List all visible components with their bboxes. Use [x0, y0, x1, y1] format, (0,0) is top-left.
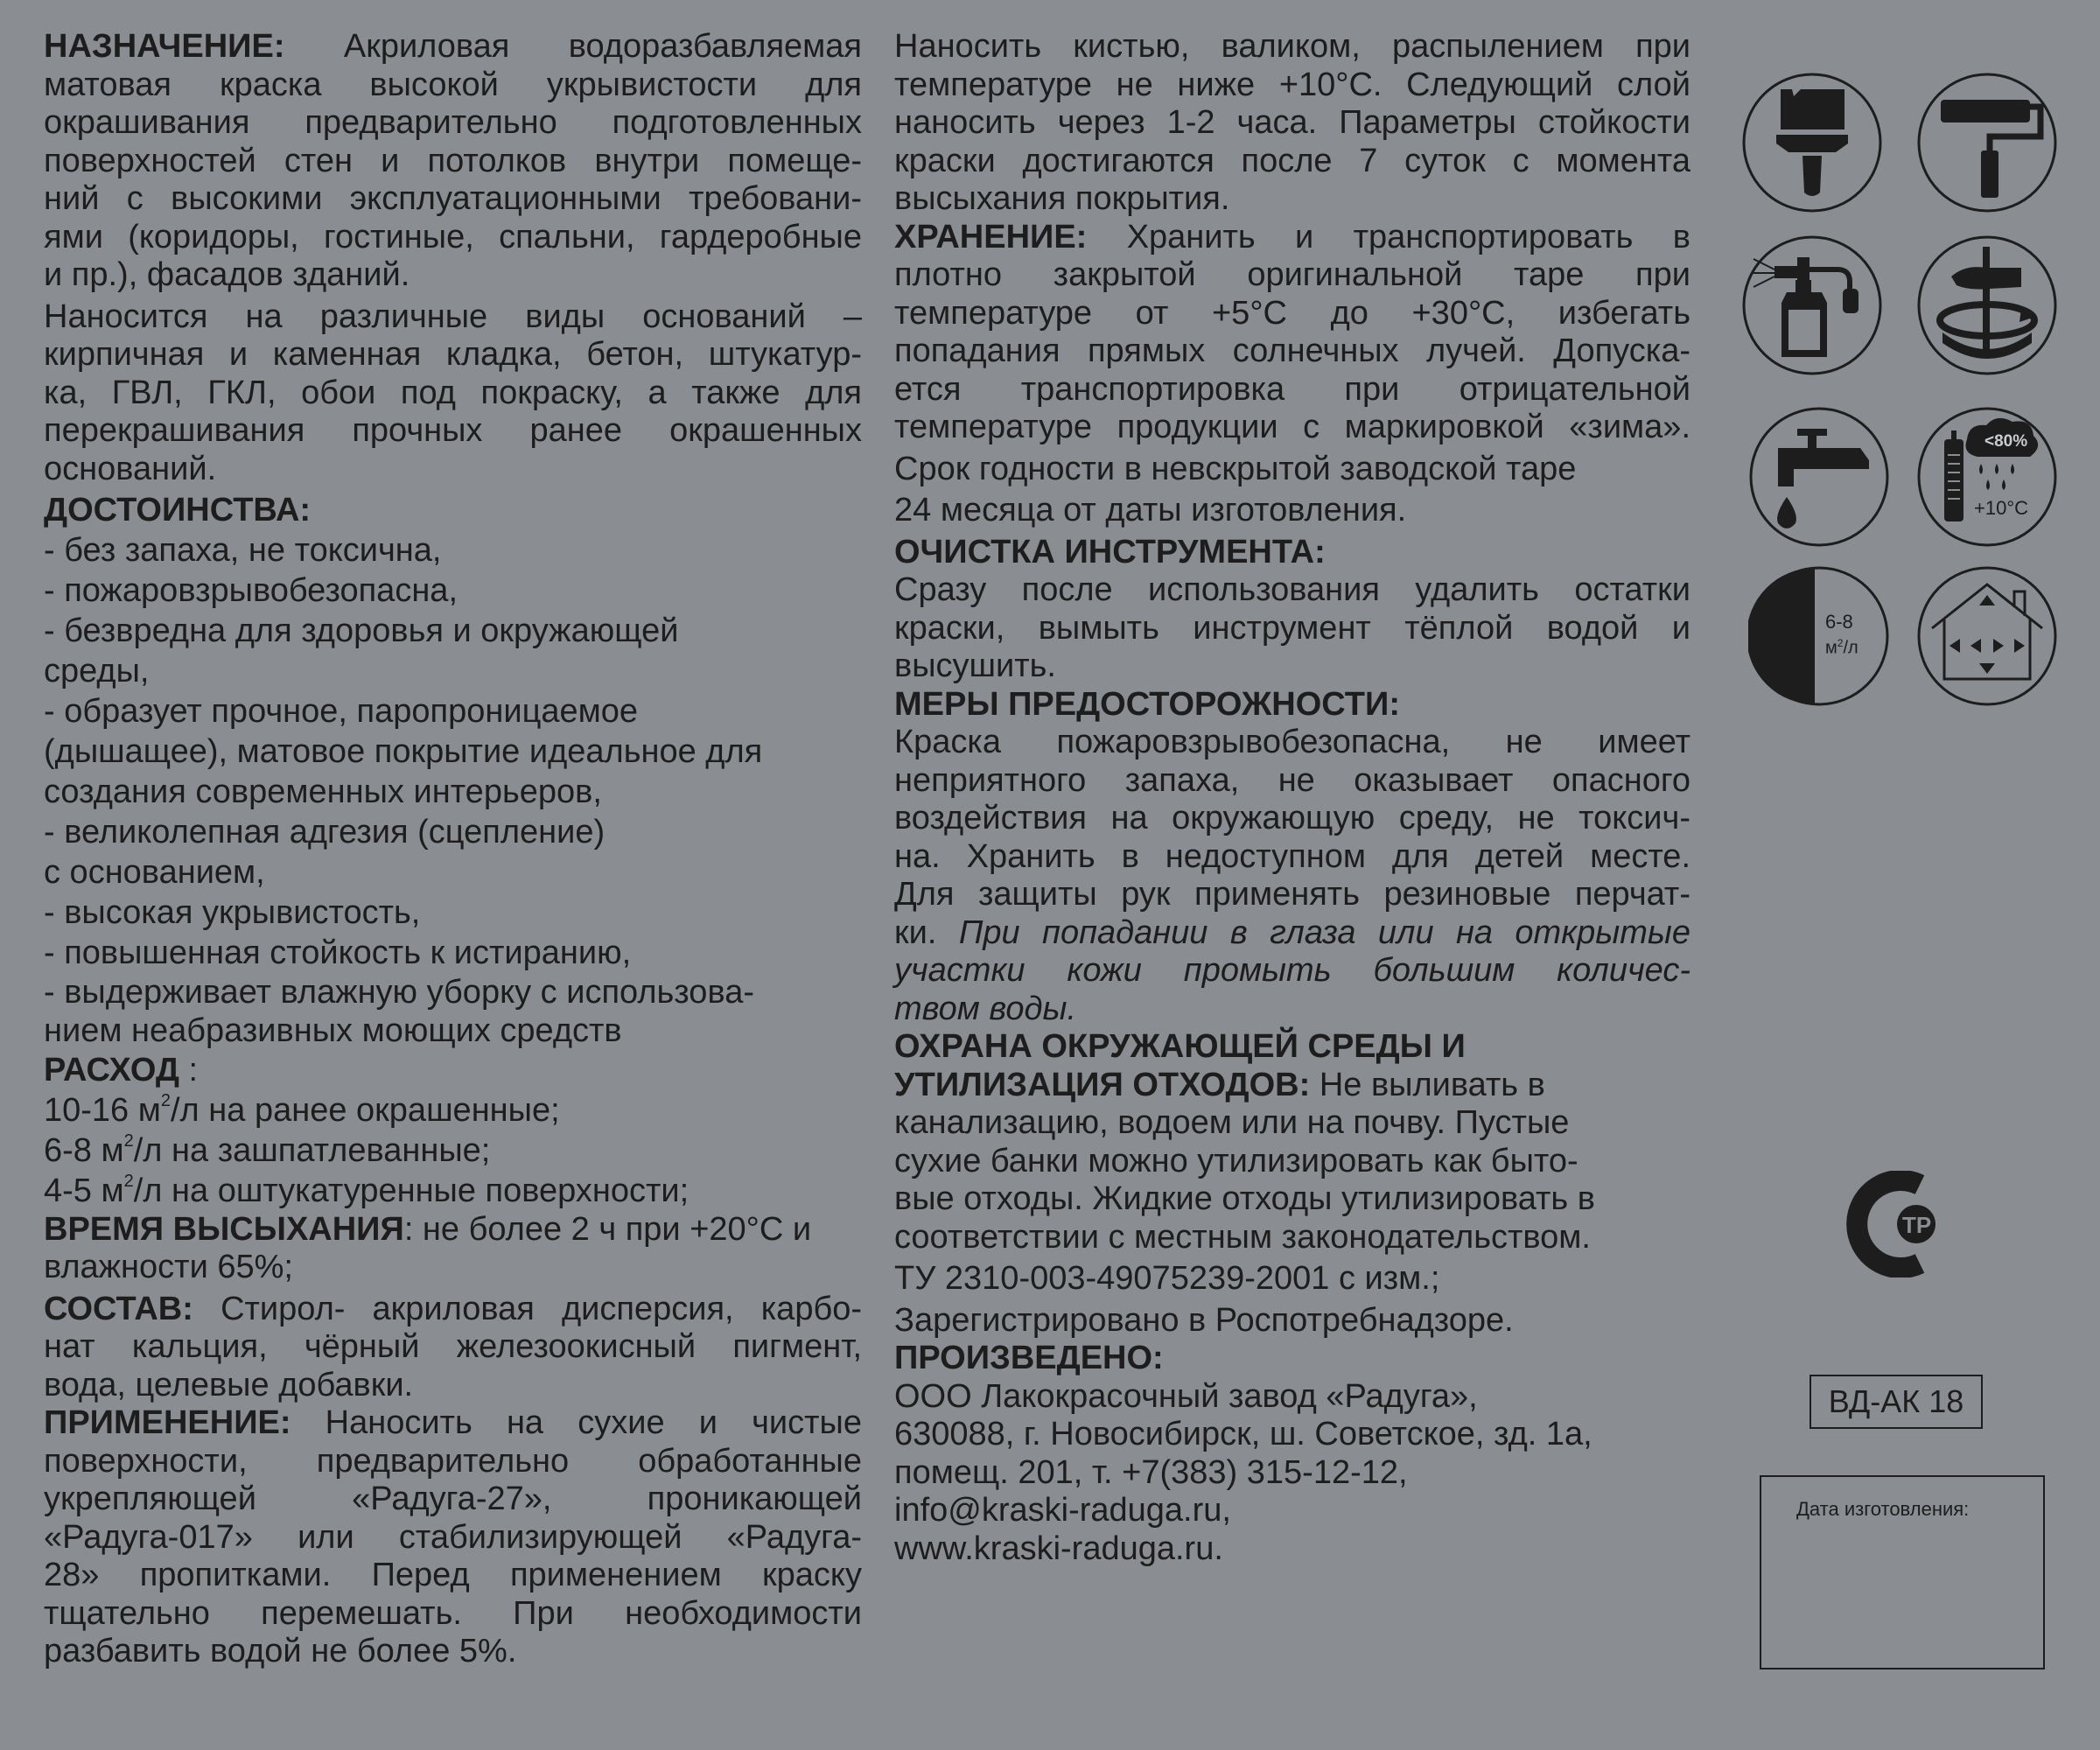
- advantages-heading: ДОСТОИНСТВА:: [44, 492, 312, 528]
- text-line: наносить через 1-2 часа. Параметры стойкости: [894, 104, 1690, 141]
- registration: Зарегистрировано в Роспотребнадзоре.: [894, 1301, 1514, 1339]
- text-line: температуре от +5°С до +30°С, избегать: [894, 294, 1690, 332]
- manufacturer-heading: ПРОИЗВЕДЕНО:: [894, 1340, 1164, 1376]
- text-line: ний с высокими эксплуатационными требовани-: [44, 180, 862, 217]
- text: : не более 2 ч при +20°С и: [403, 1210, 812, 1248]
- text: Наносить на сухие и чистые: [325, 1404, 862, 1441]
- interior-house-icon: [1916, 565, 2058, 707]
- eac-text: ТР: [1902, 1212, 1932, 1238]
- text: /л на оштукатуренные поверхности;: [133, 1172, 690, 1209]
- text-line: «Радуга-017» или стабилизирующей «Радуга-: [44, 1518, 862, 1556]
- consumption-heading: РАСХОД: [44, 1051, 179, 1088]
- text: 10-16 м: [44, 1091, 161, 1129]
- water-tap-icon: [1748, 406, 1890, 548]
- drying-line: [44, 1211, 862, 1250]
- text-line: плотно закрытой оригинальной таре при: [894, 256, 1690, 293]
- text: :: [179, 1051, 199, 1088]
- text: ки.: [894, 914, 937, 951]
- text-line: температуре не ниже +10°С. Следующий слой: [894, 66, 1690, 103]
- text-line: Наносится на различные виды оснований –: [44, 298, 862, 335]
- website: www.kraski-raduga.ru.: [894, 1530, 1223, 1567]
- text-line: ется транспортировка при отрицательной: [894, 370, 1690, 408]
- text-line: перекрашивания прочных ранее окрашенных: [44, 412, 862, 449]
- text-line: помещ. 201, т. +7(383) 315-12-12,: [894, 1453, 1408, 1491]
- superscript: 2: [123, 1130, 134, 1151]
- text-line: вые отходы. Жидкие отходы утилизировать в: [894, 1180, 1595, 1217]
- text-line: [894, 914, 1690, 953]
- list-item: среды,: [44, 652, 150, 690]
- middle-column: [894, 28, 1690, 1568]
- text: Стирол- акриловая дисперсия, карбо-: [220, 1290, 863, 1327]
- text-line: вода, целевые добавки.: [44, 1366, 414, 1404]
- list-item: - повышенная стойкость к истиранию,: [44, 934, 632, 971]
- text: /л на ранее окрашенные;: [171, 1091, 560, 1129]
- text-line: сухие банки можно утилизировать как быто-: [894, 1142, 1578, 1180]
- list-item: (дышащее), матовое покрытие идеальное для: [44, 732, 763, 770]
- left-column: [44, 28, 862, 1671]
- text-line: [894, 1067, 1690, 1105]
- text-line: оснований.: [44, 450, 217, 487]
- text-line: нат кальция, чёрный железоокисный пигмент,: [44, 1328, 862, 1365]
- superscript: 2: [123, 1171, 134, 1191]
- manufacture-date-box: [1760, 1475, 2045, 1670]
- text-line: и пр.), фасадов зданий.: [44, 256, 410, 293]
- list-item: - безвредна для здоровья и окружающей: [44, 612, 679, 649]
- product-code: ВД-АК 18: [1810, 1375, 1983, 1429]
- text-line: Наносить кистью, валиком, распылением при: [894, 28, 1690, 65]
- coverage-value: 6-8: [1825, 611, 1853, 633]
- email: info@kraski-raduga.ru,: [894, 1492, 1231, 1529]
- text: Акриловая водоразбавляемая: [343, 28, 862, 65]
- application-line: [44, 1404, 862, 1443]
- text-line: соответствии с местным законодательством.: [894, 1218, 1591, 1256]
- text-line: Сразу после использования удалить остатки: [894, 571, 1690, 608]
- text-line: ка, ГВЛ, ГКЛ, обои под покраску, а также для: [44, 374, 862, 411]
- text-line: высыхания покрытия.: [894, 180, 1230, 217]
- text-line: окрашивания предварительно подготовленных: [44, 104, 862, 141]
- text-line: воздействия на окружающую среду, не токсич-: [894, 800, 1690, 836]
- purpose-line: [44, 28, 862, 66]
- text-line: Для защиты рук применять резиновые перчат-: [894, 876, 1690, 913]
- cleaning-heading: ОЧИСТКА ИНСТРУМЕНТА:: [894, 533, 1326, 570]
- text-line: 24 месяца от даты изготовления.: [894, 492, 1407, 528]
- manufacture-date-label: Дата изготовления:: [1796, 1498, 1970, 1520]
- stir-mix-icon: [1916, 234, 2058, 376]
- list-item: с основанием,: [44, 853, 265, 891]
- text-line: тщательно перемешать. При необходимости: [44, 1594, 862, 1632]
- list-item: - великолепная адгезия (сцепление): [44, 813, 606, 850]
- text: 6-8 м: [44, 1131, 124, 1169]
- safety-heading: МЕРЫ ПРЕДОСТОРОЖНОСТИ:: [894, 685, 1400, 723]
- list-item: нием неабразивных моющих средств: [44, 1012, 622, 1049]
- environment-heading: ОХРАНА ОКРУЖАЮЩЕЙ СРЕДЫ И: [894, 1028, 1466, 1065]
- text-line: разбавить водой не более 5%.: [44, 1633, 517, 1670]
- environment-heading-2: УТИЛИЗАЦИЯ ОТХОДОВ:: [894, 1066, 1311, 1103]
- list-item: - без запаха, не токсична,: [44, 531, 442, 569]
- application-heading: ПРИМЕНЕНИЕ:: [44, 1404, 291, 1441]
- superscript: 2: [1837, 637, 1844, 649]
- text-line: канализацию, водоем или на почву. Пустые: [894, 1104, 1570, 1141]
- list-item: - образует прочное, паропроницаемое: [44, 692, 638, 730]
- list-item: - высокая укрывистость,: [44, 893, 421, 931]
- text-line: поверхностей стен и потолков внутри помеще-: [44, 142, 862, 179]
- temperature-humidity-icon: [1916, 406, 2058, 548]
- composition-heading: СОСТАВ:: [44, 1290, 193, 1327]
- text-line: кирпичная и каменная кладка, бетон, штукатур-: [44, 336, 862, 373]
- text-line: на. Хранить в недоступном для детей месте.: [894, 837, 1690, 875]
- temperature-label: +10°С: [1974, 497, 2029, 519]
- paint-roller-icon: [1916, 72, 2058, 214]
- text: Хранить и транспортировать в: [1126, 218, 1690, 256]
- text-line: твом воды.: [894, 990, 1077, 1027]
- storage-line: [894, 219, 1690, 257]
- drying-heading: ВРЕМЯ ВЫСЫХАНИЯ: [44, 1210, 404, 1248]
- coverage-unit: [1825, 637, 1858, 659]
- text-line: Срок годности в невскрытой заводской таре: [894, 450, 1577, 487]
- text-line: 630088, г. Новосибирск, ш. Советское, зд. 1а,: [894, 1416, 1592, 1452]
- text-line: матовая краска высокой укрывистости для: [44, 66, 862, 103]
- coverage-half-circle-icon: [1748, 565, 1890, 707]
- text: /л: [1843, 638, 1858, 658]
- consumption-line: [44, 1090, 862, 1130]
- superscript: 2: [160, 1090, 171, 1110]
- text-line: влажности 65%;: [44, 1249, 293, 1285]
- italic-text: При попадании в глаза или на открытые: [958, 914, 1691, 951]
- consumption-line: [44, 1130, 862, 1171]
- text-line: участки кожи промыть большим количес-: [894, 952, 1690, 989]
- text: 4-5 м: [44, 1172, 124, 1209]
- list-item: - пожаровзрывобезопасна,: [44, 571, 458, 609]
- text-line: укрепляющей «Радуга-27», проникающей: [44, 1480, 862, 1517]
- text: м: [1825, 638, 1838, 658]
- text-line: Краска пожаровзрывобезопасна, не имеет: [894, 724, 1690, 760]
- text-line: ями (коридоры, гостиные, спальни, гардеробные: [44, 218, 862, 256]
- text-line: 28» пропитками. Перед применением краску: [44, 1557, 862, 1593]
- spray-gun-icon: [1741, 234, 1883, 376]
- purpose-heading: НАЗНАЧЕНИЕ:: [44, 28, 285, 65]
- consumption-heading-line: [44, 1050, 862, 1090]
- eac-tr-mark-icon: [1839, 1171, 1946, 1278]
- tech-spec: ТУ 2310-003-49075239-2001 с изм.;: [894, 1260, 1440, 1297]
- paint-brush-icon: [1741, 72, 1883, 214]
- composition-line: [44, 1291, 862, 1329]
- humidity-label: <80%: [1984, 432, 2028, 451]
- text-line: краски, вымыть инструмент тёплой водой и: [894, 609, 1690, 647]
- text: Не выливать в: [1319, 1066, 1545, 1103]
- list-item: - выдерживает влажную уборку с использова-: [44, 973, 754, 1011]
- storage-heading: ХРАНЕНИЕ:: [894, 218, 1088, 256]
- text-line: поверхности, предварительно обработанные: [44, 1442, 862, 1480]
- consumption-line: [44, 1171, 862, 1211]
- text-line: температуре продукции с маркировкой «зима».: [894, 409, 1690, 445]
- text-line: краски достигаются после 7 суток с момента: [894, 142, 1690, 179]
- text-line: высушить.: [894, 648, 1056, 684]
- text: /л на зашпатлеванные;: [133, 1131, 491, 1169]
- text-line: попадания прямых солнечных лучей. Допуска-: [894, 332, 1690, 369]
- text-line: неприятного запаха, не оказывает опасного: [894, 761, 1690, 799]
- text-line: ООО Лакокрасочный завод «Радуга»,: [894, 1377, 1478, 1415]
- list-item: создания современных интерьеров,: [44, 773, 602, 810]
